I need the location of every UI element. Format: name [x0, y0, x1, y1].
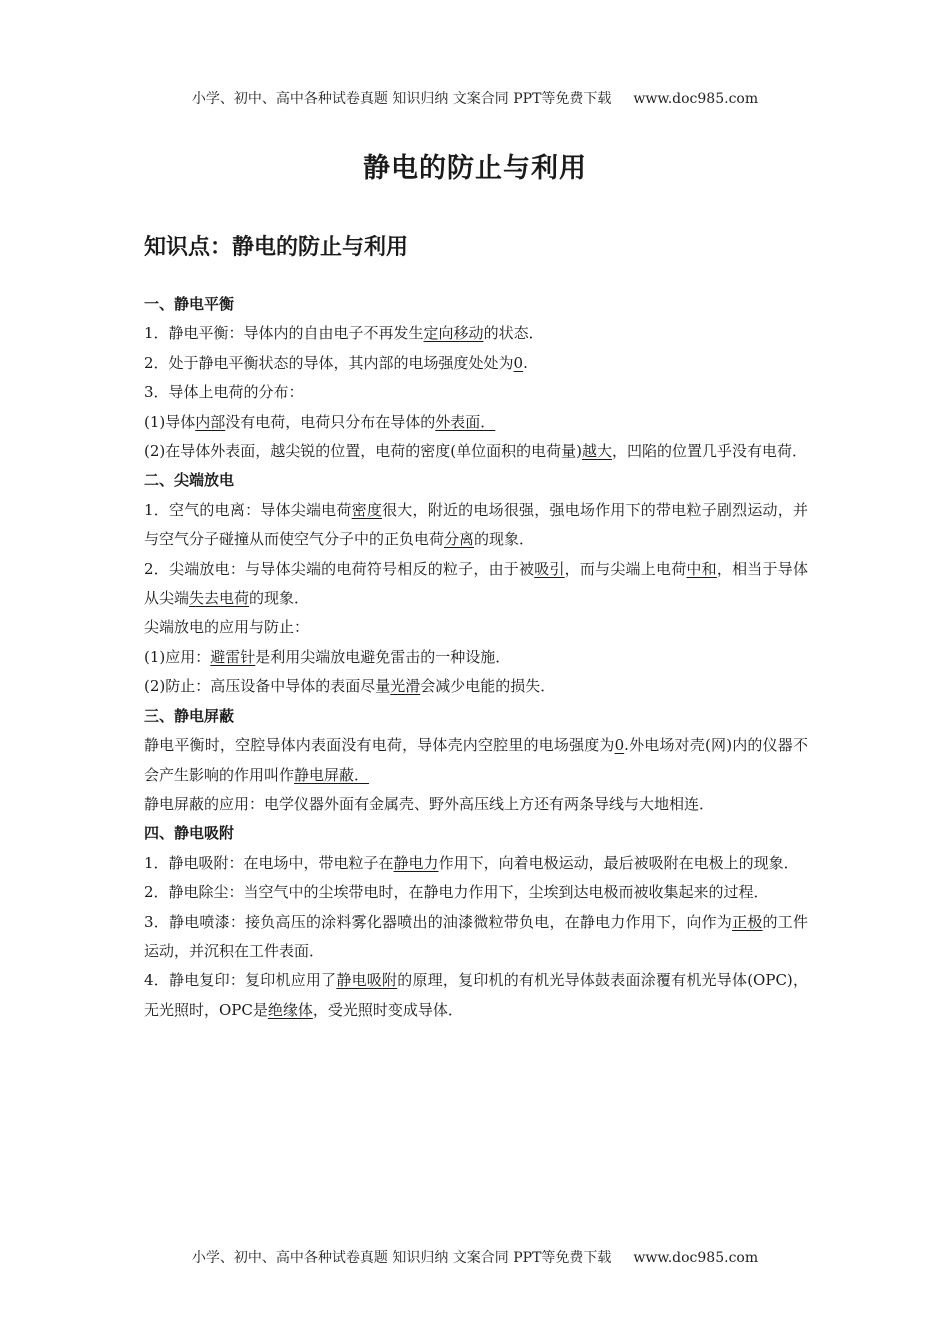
page-footer: [0, 1247, 950, 1267]
answer-blank: 中和: [686, 559, 717, 578]
answer-blank: 静电吸附: [336, 971, 398, 990]
paragraph: (2)防止：高压设备中导体的表面尽量光滑会减少电能的损失．: [144, 677, 556, 696]
footer-site-link[interactable]: www.doc985.com: [633, 1250, 759, 1266]
answer-blank: 外表面．: [435, 412, 496, 431]
answer-blank: 静电屏蔽．: [294, 765, 370, 784]
paragraph: 4．静电复印：复印机应用了静电吸附的原理，复印机的有机光导体鼓表面涂覆有机光导体(OPC)，无光照时，OPC是绝缘体，受光照时变成导体．: [144, 971, 808, 1019]
answer-blank: 避雷针: [210, 647, 256, 666]
paragraph: (1)导体内部没有电荷，电荷只分布在导体的外表面．: [144, 412, 496, 431]
answer-blank: 吸引: [534, 559, 565, 578]
paragraph: 2．静电除尘：当空气中的尘埃带电时，在静电力作用下，尘埃到达电极而被收集起来的过程．: [144, 883, 769, 902]
section-heading-2: 二、尖端放电: [144, 471, 235, 490]
paragraph: 3．导体上电荷的分布：: [144, 383, 304, 402]
main-content: [144, 290, 808, 1025]
section-heading-1: 一、静电平衡: [144, 295, 235, 313]
section-heading-4: 四、静电吸附: [144, 824, 235, 843]
answer-blank: 0: [614, 736, 625, 755]
paragraph: 静电平衡时，空腔导体内表面没有电荷，导体壳内空腔里的电场强度为0.外电场对壳(网)内的仪器不会产生影响的作用叫作静电屏蔽．: [144, 736, 808, 784]
paragraph: 1．空气的电离：导体尖端电荷密度很大，附近的电场很强，强电场作用下的带电粒子剧烈运动，并与空气分子碰撞从而使空气分子中的正负电荷分离的现象．: [144, 500, 808, 549]
page-header: [0, 88, 950, 108]
footer-text: 小学、初中、高中各种试卷真题 知识归纳 文案合同 PPT等免费下载: [191, 1250, 612, 1266]
paragraph: 2．尖端放电：与导体尖端的电荷符号相反的粒子，由于被吸引，而与尖端上电荷中和，相当于导体从尖端失去电荷的现象．: [144, 559, 808, 608]
header-site-link[interactable]: www.doc985.com: [633, 91, 759, 107]
paragraph: 静电屏蔽的应用：电学仪器外面有金属壳、野外高压线上方还有两条导线与大地相连．: [144, 794, 715, 813]
paragraph: 3．静电喷漆：接负高压的涂料雾化器喷出的油漆微粒带负电，在静电力作用下，向作为正极的工件运动，并沉积在工件表面．: [144, 912, 808, 960]
knowledge-point-heading: 知识点：静电的防止与利用: [144, 235, 409, 260]
answer-blank: 密度: [351, 500, 383, 519]
answer-blank: 光滑: [390, 677, 421, 696]
answer-blank: 定向移动: [423, 324, 484, 343]
page-title: 静电的防止与利用: [363, 153, 587, 184]
paragraph: 尖端放电的应用与防止：: [144, 618, 310, 637]
answer-blank: 越大: [581, 442, 612, 461]
paragraph: 1．静电吸附：在电场中，带电粒子在静电力作用下，向着电极运动，最后被吸附在电极上的现象．: [144, 853, 799, 872]
answer-blank: 失去电荷: [189, 589, 250, 608]
answer-blank: 绝缘体: [267, 1000, 313, 1019]
paragraph: 2．处于静电平衡状态的导体，其内部的电场强度处处为0.: [144, 353, 528, 372]
paragraph: (2)在导体外表面，越尖锐的位置，电荷的密度(单位面积的电荷量)越大，凹陷的位置几乎没有电荷．: [144, 442, 807, 461]
header-text: 小学、初中、高中各种试卷真题 知识归纳 文案合同 PPT等免费下载: [191, 91, 612, 107]
paragraph: 1．静电平衡：导体内的自由电子不再发生定向移动的状态．: [144, 324, 544, 343]
answer-blank: 正极: [732, 912, 763, 931]
section-heading-3: 三、静电屏蔽: [144, 706, 235, 725]
answer-blank: 内部: [195, 412, 226, 431]
paragraph: (1)应用：避雷针是利用尖端放电避免雷击的一种设施．: [144, 647, 511, 666]
answer-blank: 0: [513, 353, 524, 372]
answer-blank: 静电力: [393, 853, 439, 872]
answer-blank: 分离: [444, 530, 475, 549]
